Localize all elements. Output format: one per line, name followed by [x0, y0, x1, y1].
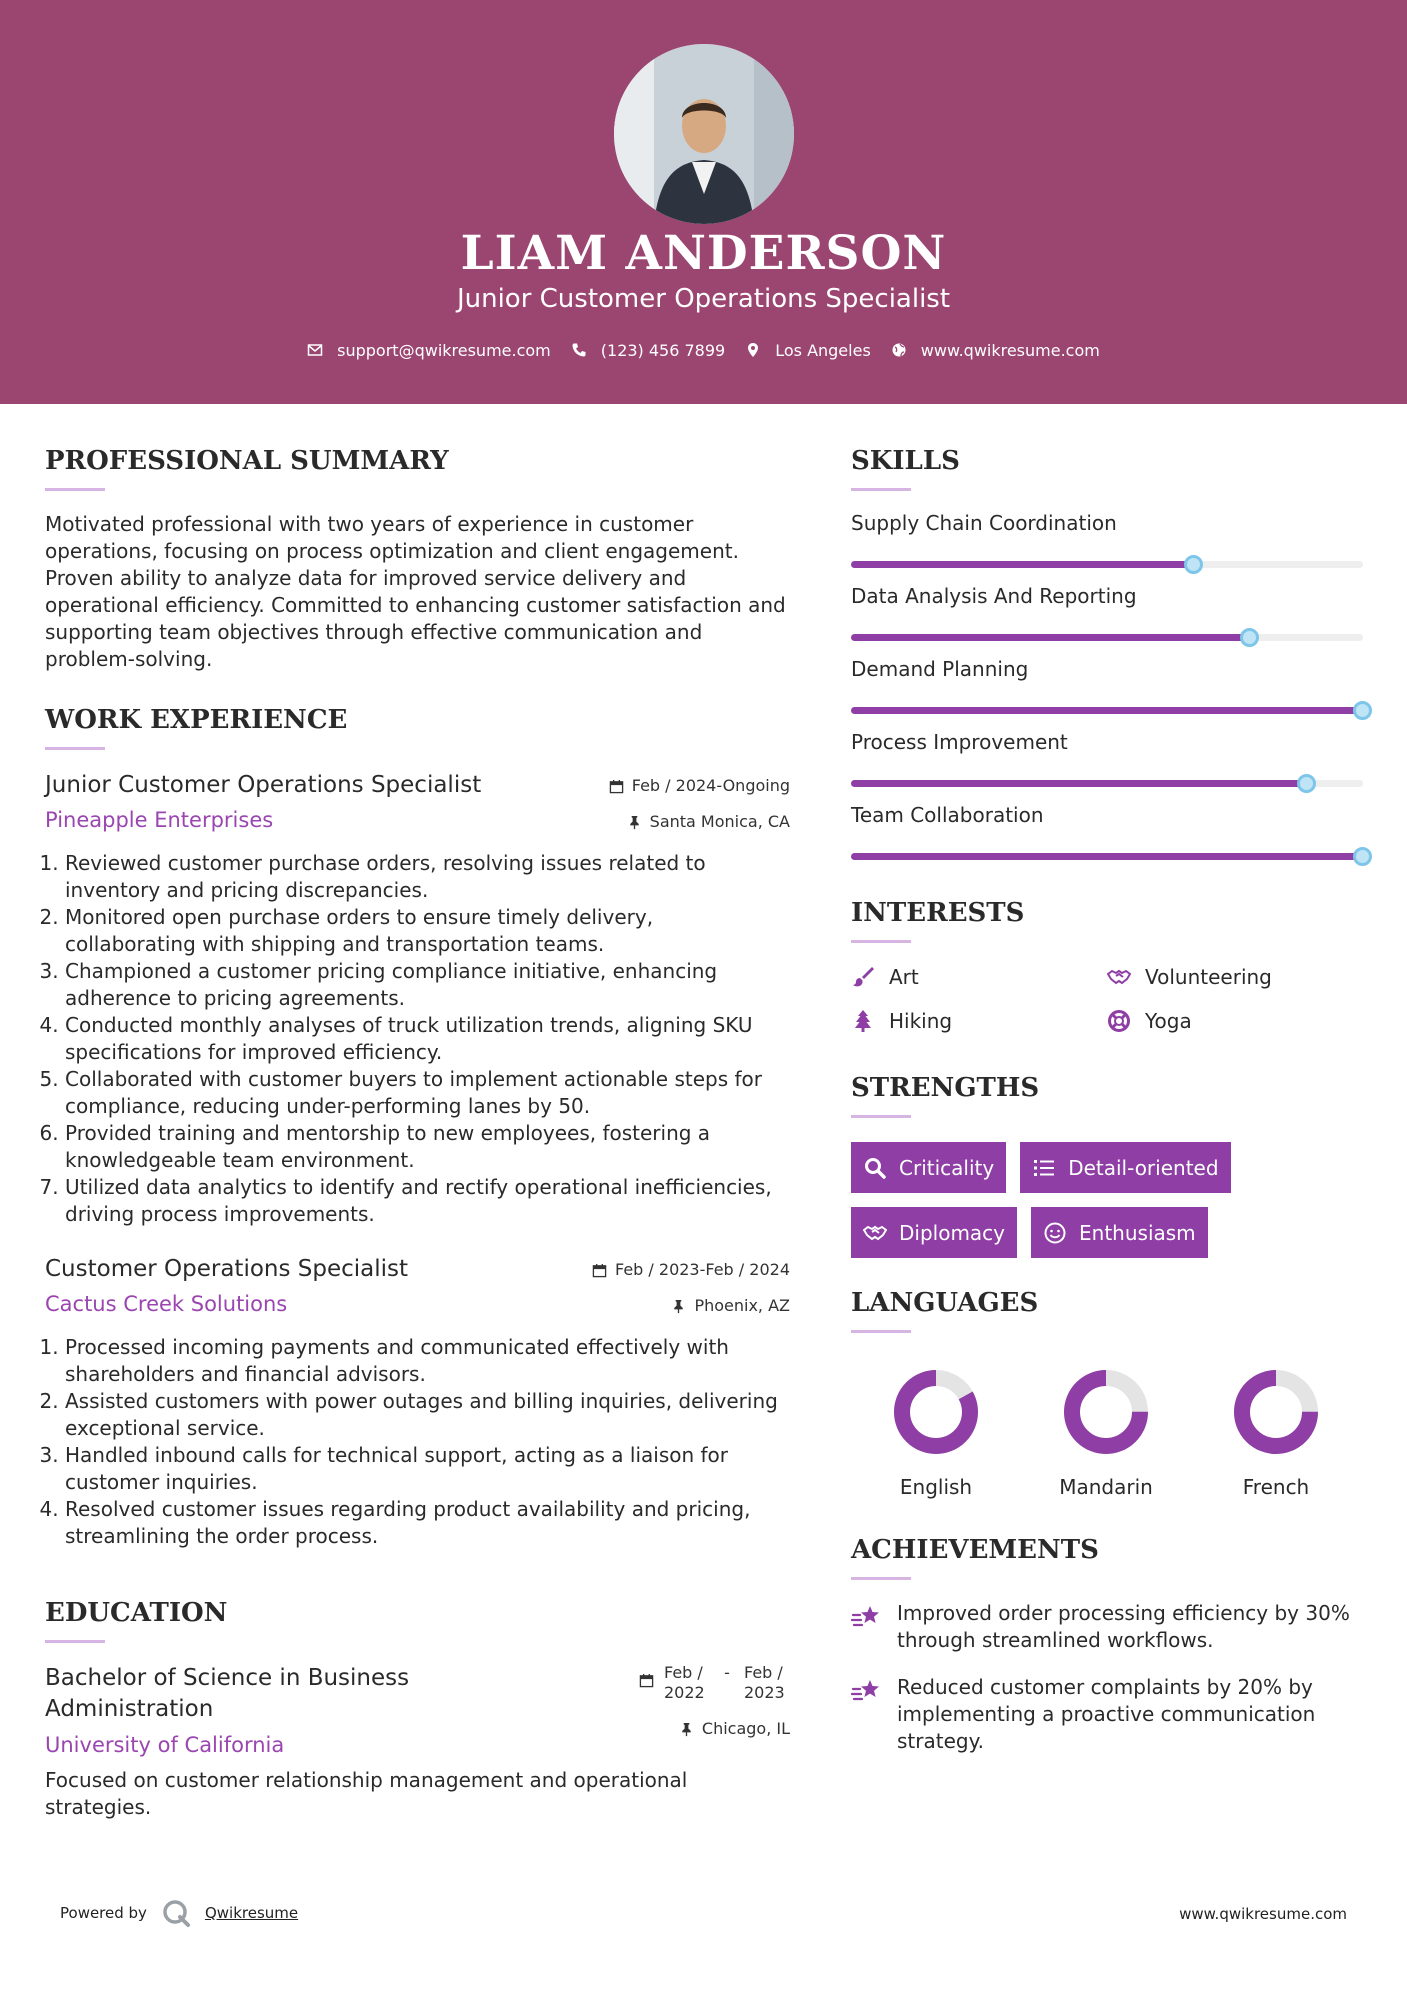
- duty-item: 1. Processed incoming payments and communicated effectively with shareholders and financial advisors.: [65, 1334, 790, 1388]
- pushpin-icon: [627, 815, 642, 830]
- profile-photo-illustration: [614, 44, 794, 224]
- lifebuoy-icon: [1107, 1009, 1131, 1033]
- achievements-heading: ACHIEVEMENTS: [851, 1535, 1099, 1565]
- interest-label: Yoga: [1145, 1009, 1192, 1033]
- brand-link[interactable]: Qwikresume: [204, 1904, 299, 1922]
- duty-item: 2. Assisted customers with power outages and billing inquiries, delivering exceptional service.: [65, 1388, 790, 1442]
- job-role: Customer Operations Specialist: [45, 1256, 409, 1282]
- duty-item: 1. Reviewed customer purchase orders, resolving issues related to inventory and pricing discrepancies.: [65, 850, 790, 904]
- skill-label: Process Improvement: [851, 730, 1068, 754]
- contact-phone-text: (123) 456 7899: [600, 340, 726, 360]
- shooting-star-icon: [851, 1602, 881, 1632]
- language-level-donut: [1231, 1367, 1321, 1457]
- summary-heading: PROFESSIONAL SUMMARY: [45, 446, 449, 476]
- calendar-icon: [592, 1263, 607, 1278]
- skill-item: [851, 730, 1366, 787]
- handshake-icon: [863, 1221, 887, 1245]
- skill-label: Team Collaboration: [851, 803, 1044, 827]
- job-company: Pineapple Enterprises: [45, 808, 274, 832]
- left-column: [45, 446, 790, 1821]
- map-pin-icon: [745, 342, 761, 358]
- strength-label: Enthusiasm: [1079, 1220, 1196, 1245]
- job-dates: Feb / 2023-Feb / 2024: [615, 1260, 790, 1279]
- candidate-title: Junior Customer Operations Specialist: [456, 284, 951, 314]
- skill-level-knob: [1353, 701, 1372, 720]
- pushpin-icon: [679, 1722, 694, 1737]
- interest-label: Volunteering: [1145, 965, 1272, 989]
- achievements-section: [851, 1535, 1366, 1755]
- summary-section: [45, 446, 790, 673]
- skill-label: Data Analysis And Reporting: [851, 584, 1137, 608]
- duty-item: 4. Resolved customer issues regarding product availability and pricing, streamlining the order process.: [65, 1496, 790, 1550]
- interest-item: [1107, 965, 1363, 989]
- list-icon: [1032, 1156, 1056, 1180]
- contact-website-text: www.qwikresume.com: [920, 340, 1100, 360]
- right-column: [851, 446, 1366, 1755]
- degree-title: Bachelor of Science in Business Administration: [45, 1665, 410, 1722]
- language-label: French: [1242, 1475, 1310, 1499]
- achievements-divider: [851, 1577, 911, 1580]
- school-name: University of California: [45, 1733, 285, 1757]
- achievement-text: Reduced customer complaints by 20% by implementing a proactive communication strategy.: [897, 1675, 1316, 1753]
- skill-fill: [851, 780, 1307, 787]
- languages-heading: LANGUAGES: [851, 1288, 1039, 1318]
- contact-website[interactable]: [891, 341, 1100, 360]
- globe-icon: [891, 342, 907, 358]
- skill-track: [851, 561, 1363, 568]
- summary-divider: [45, 488, 105, 491]
- language-item: [851, 1367, 1021, 1499]
- education-start-date: Feb / 2022: [664, 1663, 705, 1702]
- interest-item: [851, 965, 1107, 989]
- duty-item: 6. Provided training and mentorship to new employees, fostering a knowledgeable team environment.: [65, 1120, 790, 1174]
- strength-label: Diplomacy: [899, 1220, 1006, 1245]
- powered-by-label: Powered by: [60, 1904, 147, 1922]
- skill-fill: [851, 634, 1250, 641]
- phone-icon: [571, 342, 587, 358]
- shooting-star-icon: [851, 1676, 881, 1706]
- strength-chip: [1020, 1142, 1230, 1193]
- skill-track: [851, 634, 1363, 641]
- skills-divider: [851, 488, 911, 491]
- strength-chip: [851, 1142, 1006, 1193]
- achievement-item: [851, 1600, 1366, 1654]
- skill-label: Demand Planning: [851, 657, 1029, 681]
- contact-email[interactable]: [307, 341, 551, 360]
- education-description: Focused on customer relationship management and operational strategies.: [45, 1768, 688, 1819]
- education-section: [45, 1598, 790, 1821]
- education-heading: EDUCATION: [45, 1598, 228, 1628]
- language-item: [1021, 1367, 1191, 1499]
- skill-item: [851, 511, 1366, 568]
- job-duties: [45, 850, 790, 1228]
- job-role: Junior Customer Operations Specialist: [45, 772, 482, 798]
- skill-level-knob: [1353, 847, 1372, 866]
- experience-heading: WORK EXPERIENCE: [45, 705, 348, 735]
- date-separator: -: [724, 1663, 730, 1682]
- skill-level-knob: [1297, 774, 1316, 793]
- paintbrush-icon: [851, 965, 875, 989]
- skill-fill: [851, 707, 1363, 714]
- handshake-icon: [1107, 965, 1131, 989]
- job-entry: [45, 772, 790, 1228]
- interest-item: [851, 1009, 1107, 1033]
- job-location: Phoenix, AZ: [694, 1296, 790, 1315]
- duty-item: 7. Utilized data analytics to identify and rectify operational inefficiencies, driving process improvements.: [65, 1174, 790, 1228]
- languages-section: [851, 1288, 1366, 1499]
- strength-chip: [1031, 1207, 1208, 1258]
- language-level-donut: [891, 1367, 981, 1457]
- summary-text: Motivated professional with two years of experience in customer operations, focusing on process optimization and client engagement. Proven ability to analyze data for improved service delivery and operational efficiency. Committed to enhancing customer satisfaction and supporting team objectives through effective communication and problem-solving.: [45, 512, 786, 671]
- job-dates: Feb / 2024-Ongoing: [631, 776, 790, 795]
- contact-location-text: Los Angeles: [775, 340, 871, 360]
- language-item: [1191, 1367, 1361, 1499]
- candidate-name: LIAM ANDERSON: [460, 226, 947, 281]
- footer-website[interactable]: www.qwikresume.com: [1179, 1905, 1347, 1923]
- contact-phone[interactable]: [571, 341, 725, 360]
- achievement-text: Improved order processing efficiency by 30% through streamlined workflows.: [897, 1601, 1350, 1652]
- interests-divider: [851, 940, 911, 943]
- skills-list: [851, 511, 1366, 860]
- strength-label: Detail-oriented: [1068, 1155, 1219, 1180]
- skills-section: [851, 446, 1366, 860]
- education-location: Chicago, IL: [701, 1719, 790, 1738]
- contact-email-text: support@qwikresume.com: [337, 340, 551, 360]
- calendar-icon: [609, 779, 624, 794]
- skill-fill: [851, 561, 1194, 568]
- languages-divider: [851, 1330, 911, 1333]
- skill-track: [851, 707, 1363, 714]
- calendar-icon: [639, 1673, 654, 1688]
- education-end-date: Feb / 2023: [744, 1663, 785, 1702]
- resume-header: [0, 0, 1407, 404]
- interests-section: [851, 898, 1366, 1033]
- skill-level-knob: [1184, 555, 1203, 574]
- duty-item: 3. Championed a customer pricing compliance initiative, enhancing adherence to pricing agreements.: [65, 958, 790, 1012]
- envelope-icon: [307, 342, 323, 358]
- skill-track: [851, 780, 1363, 787]
- skill-level-knob: [1240, 628, 1259, 647]
- skill-fill: [851, 853, 1363, 860]
- smile-icon: [1043, 1221, 1067, 1245]
- strengths-section: [851, 1073, 1366, 1258]
- languages-list: [851, 1367, 1366, 1499]
- duty-item: 3. Handled inbound calls for technical support, acting as a liaison for customer inquiries.: [65, 1442, 790, 1496]
- duty-item: 5. Collaborated with customer buyers to implement actionable steps for compliance, reducing under-performing lanes by 50.: [65, 1066, 790, 1120]
- interests-heading: INTERESTS: [851, 898, 1025, 928]
- experience-section: [45, 705, 790, 1550]
- skill-item: [851, 803, 1366, 860]
- strengths-divider: [851, 1115, 911, 1118]
- skill-track: [851, 853, 1363, 860]
- tree-icon: [851, 1009, 875, 1033]
- strength-label: Criticality: [899, 1155, 995, 1180]
- contact-bar: [0, 338, 1407, 362]
- strength-chip: [851, 1207, 1017, 1258]
- interest-item: [1107, 1009, 1363, 1033]
- strengths-heading: STRENGTHS: [851, 1073, 1040, 1103]
- footer-powered-by: [60, 1898, 298, 1928]
- skill-label: Supply Chain Coordination: [851, 511, 1117, 535]
- contact-location: [745, 341, 871, 360]
- job-company: Cactus Creek Solutions: [45, 1292, 288, 1316]
- job-entry: [45, 1256, 790, 1550]
- profile-photo: [614, 44, 794, 224]
- interest-label: Art: [889, 965, 919, 989]
- job-location: Santa Monica, CA: [649, 812, 790, 831]
- qwikresume-logo-icon: [161, 1898, 191, 1928]
- duty-item: 2. Monitored open purchase orders to ensure timely delivery, collaborating with shipping and transportation teams.: [65, 904, 790, 958]
- duty-item: 4. Conducted monthly analyses of truck utilization trends, aligning SKU specifications for improved efficiency.: [65, 1012, 790, 1066]
- skills-heading: SKILLS: [851, 446, 960, 476]
- skill-item: [851, 657, 1366, 714]
- search-icon: [863, 1156, 887, 1180]
- language-level-donut: [1061, 1367, 1151, 1457]
- achievement-item: [851, 1674, 1366, 1755]
- job-duties: [45, 1334, 790, 1550]
- language-label: Mandarin: [1059, 1475, 1153, 1499]
- interest-label: Hiking: [889, 1009, 953, 1033]
- skill-item: [851, 584, 1366, 641]
- pushpin-icon: [671, 1299, 686, 1314]
- language-label: English: [899, 1475, 973, 1499]
- education-divider: [45, 1640, 105, 1643]
- experience-divider: [45, 747, 105, 750]
